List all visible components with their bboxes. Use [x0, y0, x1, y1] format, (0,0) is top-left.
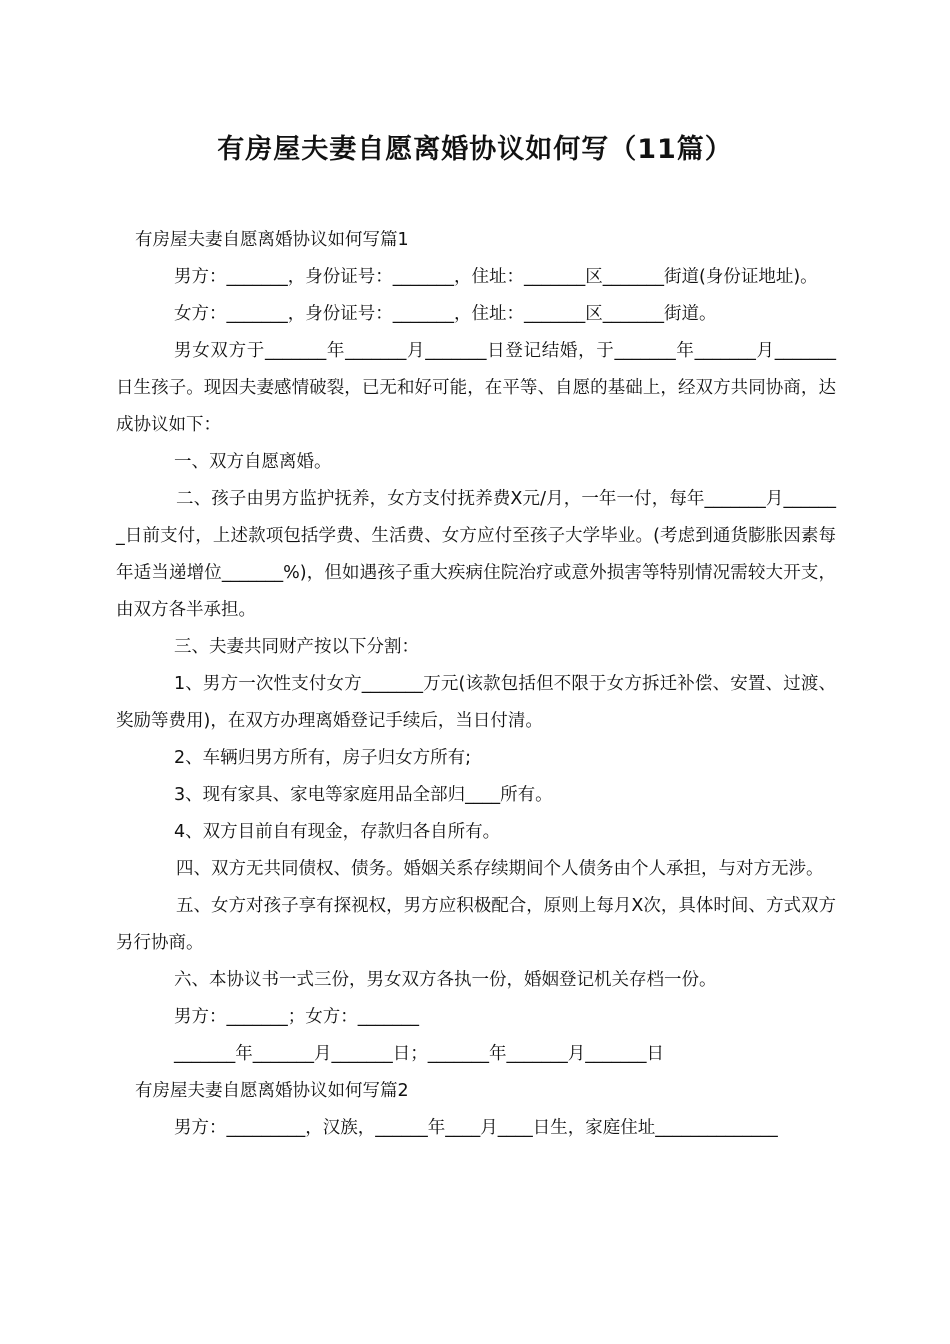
document-body: [116, 222, 836, 1147]
paragraph-signature-dates: _______年_______月_______日；_______年_______月_______日: [174, 1044, 664, 1064]
paragraph-clause-3-3: 3、现有家具、家电等家庭用品全部归____所有。: [174, 785, 553, 805]
section-heading-2: 有房屋夫妻自愿离婚协议如何写篇2: [135, 1081, 409, 1101]
paragraph-signatures: 男方：_______；女方：_______: [174, 1007, 419, 1027]
paragraph-clause-3-2: 2、车辆归男方所有，房子归女方所有;: [174, 748, 472, 768]
paragraph-female-party: 女方：_______，身份证号：_______，住址：_______区_______街道。: [174, 304, 717, 324]
paragraph-male-party: 男方：_______，身份证号：_______，住址：_______区_______街道(身份证地址)。: [174, 267, 818, 287]
document-title: 有房屋夫妻自愿离婚协议如何写（11篇）: [217, 134, 733, 165]
paragraph-clause-3: 三、夫妻共同财产按以下分割：: [174, 637, 419, 657]
paragraph-clause-3-4: 4、双方目前自有现金，存款归各自所有。: [174, 822, 501, 842]
paragraph-clause-5: 五、女方对孩子享有探视权，男方应积极配合，原则上每月X次，具体时间、方式双方另行协商。: [116, 896, 836, 953]
paragraph-marriage-info: 男女双方于_______年_______月_______日登记结婚，于_______年_______月_______日生孩子。现因夫妻感情破裂，已无和好可能，在平等、自愿的基础上，经双方共同协商，达成协议如下：: [116, 341, 836, 435]
section-heading-1: 有房屋夫妻自愿离婚协议如何写篇1: [135, 230, 409, 250]
paragraph-clause-1: 一、双方自愿离婚。: [174, 452, 332, 472]
paragraph-clause-4: 四、双方无共同债权、债务。婚姻关系存续期间个人债务由个人承担，与对方无涉。: [176, 859, 824, 879]
paragraph-clause-6: 六、本协议书一式三份，男女双方各执一份，婚姻登记机关存档一份。: [174, 970, 717, 990]
paragraph-clause-3-1: 1、男方一次性支付女方_______万元(该款包括但不限于女方拆迁补偿、安置、过渡、奖励等费用)，在双方办理离婚登记手续后，当日付清。: [116, 674, 836, 731]
paragraph-clause-2: 二、孩子由男方监护抚养，女方支付抚养费X元/月，一年一付，每年_______月_______日前支付，上述款项包括学费、生活费、女方应付至孩子大学毕业。(考虑到通货膨胀因素每年适当递增位_______%)，但如遇孩子重大疾病住院治疗或意外损害等特别情况需较大开支，由双方各半承担。: [116, 489, 836, 620]
paragraph-male-party-2: 男方：_________，汉族，______年____月____日生，家庭住址______________: [174, 1118, 778, 1138]
